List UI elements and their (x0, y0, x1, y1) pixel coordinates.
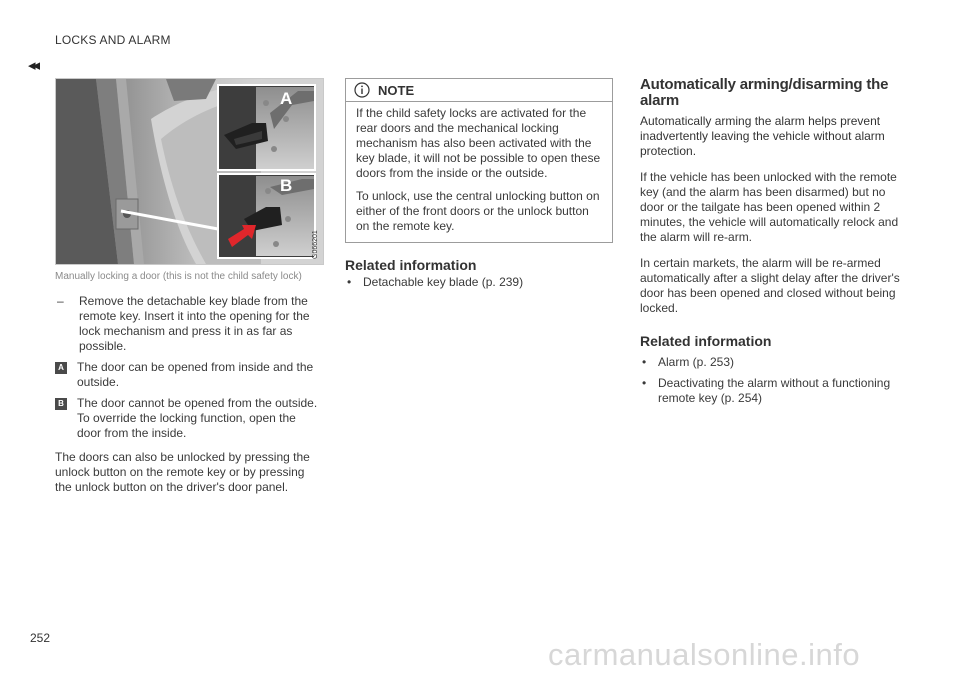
note-paragraph-2: To unlock, use the central unlocking button on either of the front doors or the unlock button on the remote key. (356, 189, 600, 233)
step-dash: – (57, 294, 64, 308)
info-icon (354, 82, 370, 98)
door-lock-figure (55, 78, 324, 265)
bullet-dot: • (347, 275, 352, 289)
figure-caption: Manually locking a door (this is not the child safety lock) (55, 271, 302, 282)
column-1 (55, 78, 323, 495)
instruction-step (55, 294, 323, 354)
related-link-item[interactable] (640, 376, 904, 406)
bullet-dot: • (642, 376, 647, 390)
note-title: NOTE (378, 82, 415, 98)
unlock-paragraph: The doors can also be unlocked by pressing the unlock button on the remote key or by pressing the unlock button on the driver's door panel. (55, 450, 310, 494)
badge-b: B (55, 398, 67, 410)
bullet-dot: • (642, 355, 647, 369)
legend-text-a: The door can be opened from inside and the outside. (77, 360, 314, 389)
back-chevrons-icon[interactable]: ◂◂ (28, 57, 38, 74)
section-title: Automatically arming/disarming the alarm (640, 76, 889, 109)
badge-a: A (55, 362, 67, 374)
running-head: LOCKS AND ALARM (55, 33, 171, 47)
page-number: 252 (30, 631, 51, 645)
watermark: carmanualsonline.info (548, 637, 861, 672)
related-link-text[interactable]: Alarm (p. 253) (658, 355, 735, 369)
note-body (346, 102, 612, 242)
legend-item-a (55, 360, 323, 390)
note-paragraph-1: If the child safety locks are activated for the rear doors and the mechanical locking mechanism has also been activated with the key blade, it will not be possible to open these doors from the inside or the outside. (356, 106, 601, 180)
related-info-heading-2: Related information (640, 333, 772, 349)
column-3 (640, 77, 904, 406)
column-2 (345, 78, 613, 290)
legend-item-b (55, 396, 323, 441)
related-link-text[interactable]: Detachable key blade (p. 239) (363, 275, 524, 289)
note-header (346, 79, 612, 102)
related-link-item[interactable] (640, 355, 904, 370)
note-box (345, 78, 613, 243)
legend-text-b: The door cannot be opened from the outside. To override the locking function, open the door from the inside. (77, 396, 318, 440)
related-link-text[interactable]: Deactivating the alarm without a functioning remote key (p. 254) (658, 376, 891, 405)
step-text: Remove the detachable key blade from the remote key. Insert it into the opening for the lock mechanism and press it in as far as possible. (79, 294, 310, 353)
figure-label-a: A (280, 89, 293, 108)
auto-relock-paragraph: If the vehicle has been unlocked with the remote key (and the alarm has been disarmed) but no door or the tailgate has been opened within 2 minutes, the vehicle will automatically relock and the alarm will re-arm. (640, 170, 899, 244)
related-info-heading: Related information (345, 257, 477, 273)
lead-paragraph: Automatically arming the alarm helps prevent inadvertently leaving the vehicle without alarm protection. (640, 114, 885, 158)
related-link-item[interactable] (345, 275, 613, 290)
figure-label-b: B (280, 176, 293, 195)
market-paragraph: In certain markets, the alarm will be re-armed automatically after a slight delay after the driver's door has been opened and closed without being locked. (640, 256, 900, 315)
svg-text:G066201: G066201 (312, 230, 319, 259)
figure-code (309, 226, 319, 260)
